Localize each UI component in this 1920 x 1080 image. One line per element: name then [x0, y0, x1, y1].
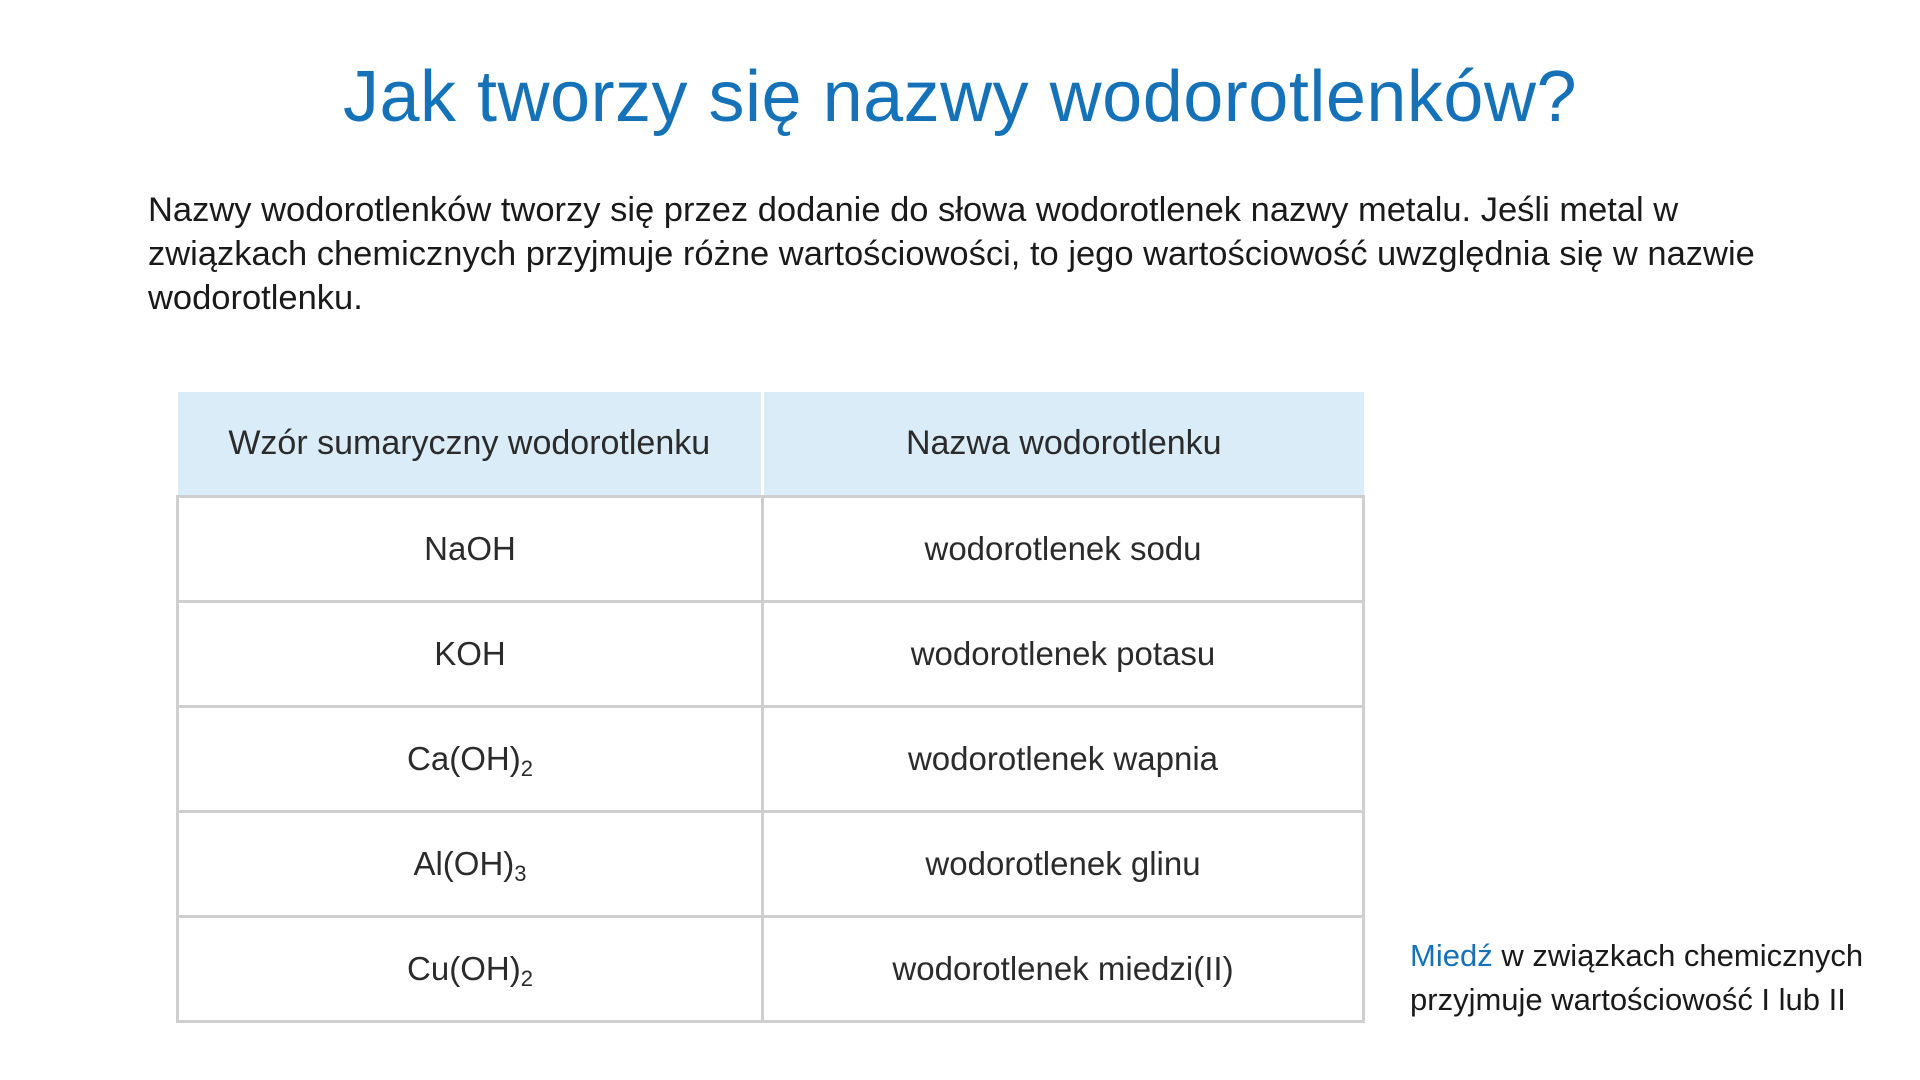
column-header-formula: Wzór sumaryczny wodorotlenku [178, 392, 763, 497]
name-cell: wodorotlenek miedzi(II) [763, 917, 1364, 1022]
intro-paragraph: Nazwy wodorotlenków tworzy się przez dodanie do słowa wodorotlenek nazwy metalu. Jeśli metal w związkach chemicznych przyjmuje różne wartościowości, to jego wartościowość uwzględnia się w nazwie wodorotlenku. [148, 191, 1755, 317]
formula-cell [178, 707, 763, 812]
formula-cell [178, 602, 763, 707]
table-header-row [178, 392, 1364, 497]
formula-base: Al(OH) [413, 845, 515, 882]
note-metal-name: Miedź [1410, 938, 1493, 973]
formula-cell [178, 917, 763, 1022]
formula-base: Ca(OH) [407, 740, 521, 777]
formula-cell [178, 497, 763, 602]
table-row [178, 497, 1364, 602]
formula-cell [178, 812, 763, 917]
formula-subscript: 2 [520, 756, 533, 781]
hydroxides-table [176, 392, 1365, 1023]
table-row [178, 917, 1364, 1022]
table-row [178, 602, 1364, 707]
column-header-name: Nazwa wodorotlenku [763, 392, 1364, 497]
name-cell: wodorotlenek glinu [763, 812, 1364, 917]
name-cell: wodorotlenek wapnia [763, 707, 1364, 812]
hydroxides-table-container [176, 392, 1362, 1024]
slide-title: Jak tworzy się nazwy wodorotlenków? [342, 57, 1577, 137]
formula-base: NaOH [424, 530, 516, 567]
note-text: w związkach chemicznych przyjmuje wartościowość I lub II [1410, 938, 1864, 1017]
formula-base: Cu(OH) [407, 950, 521, 987]
table-row [178, 812, 1364, 917]
copper-note [1410, 934, 1890, 1022]
formula-subscript: 2 [520, 966, 533, 991]
name-cell: wodorotlenek potasu [763, 602, 1364, 707]
formula-subscript: 3 [514, 861, 527, 886]
table-row [178, 707, 1364, 812]
formula-base: KOH [434, 635, 506, 672]
name-cell: wodorotlenek sodu [763, 497, 1364, 602]
